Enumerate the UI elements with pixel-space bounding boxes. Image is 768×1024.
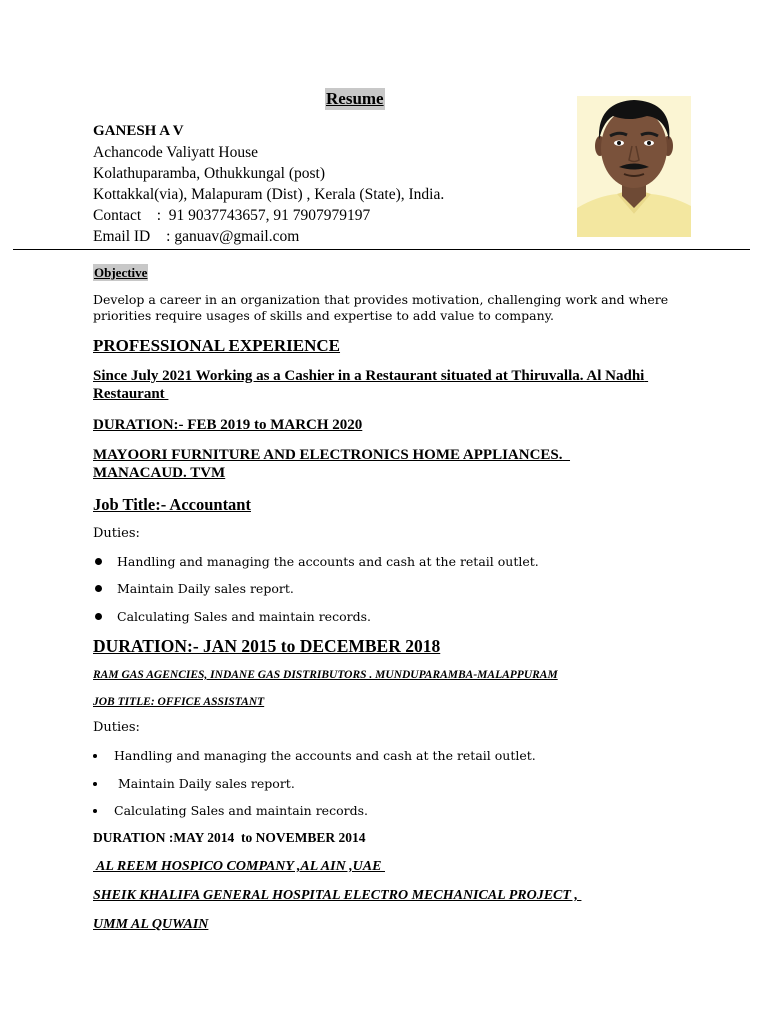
list-item: Calculating Sales and maintain records. xyxy=(93,803,368,819)
job2-duties-label: Duties: xyxy=(93,720,140,735)
bullet-icon xyxy=(95,585,102,592)
list-item: Calculating Sales and maintain records. xyxy=(95,609,371,625)
job3-project-line-1: SHEIK KHALIFA GENERAL HOSPITAL ELECTRO MECHANICAL PROJECT , xyxy=(93,888,582,903)
objective-heading: Objective xyxy=(94,265,148,280)
list-item: Handling and managing the accounts and cash at the retail outlet. xyxy=(95,554,539,570)
contact-email: Email ID : ganuav@gmail.com xyxy=(93,228,288,245)
address-line-3: Kottakkal(via), Malapuram (Dist) , Kerala (State), India. xyxy=(93,186,445,203)
candidate-name: GANESH A V xyxy=(93,123,184,139)
contact-phone: Contact : 91 9037743657, 91 7907979197 xyxy=(93,207,371,224)
list-item: Handling and managing the accounts and cash at the retail outlet. xyxy=(93,748,536,764)
resume-title: Resume xyxy=(326,89,384,108)
job1-duties-label: Duties: xyxy=(93,526,140,541)
job2-title: JOB TITLE: OFFICE ASSISTANT xyxy=(93,696,265,708)
bullet-icon xyxy=(93,782,97,786)
job1-title: Job Title:- Accountant xyxy=(93,495,251,514)
job3-company: AL REEM HOSPICO COMPANY ,AL AIN ,UAE xyxy=(93,859,385,874)
job2-company: RAM GAS AGENCIES, INDANE GAS DISTRIBUTORS . MUNDUPARAMBA-MALAPPURAM xyxy=(93,669,558,681)
address-line-2: Kolathuparamba, Othukkungal (post) xyxy=(93,165,326,182)
job1-duration: DURATION:- FEB 2019 to MARCH 2020 xyxy=(93,417,363,433)
job1-company: MAYOORI FURNITURE AND ELECTRONICS HOME APPLIANCES. MANACAUD. TVM xyxy=(93,447,571,481)
job3-duration: DURATION :MAY 2014 to NOVEMBER 2014 xyxy=(93,830,366,845)
address-line-1: Achancode Valiyatt House xyxy=(93,144,258,161)
bullet-icon xyxy=(95,613,102,620)
profile-photo xyxy=(577,96,691,237)
list-item: Maintain Daily sales report. xyxy=(95,581,294,597)
bullet-icon xyxy=(93,809,97,813)
current-position: Since July 2021 Working as a Cashier in a Restaurant situated at Thiruvalla. Al Nadhi Restaurant xyxy=(93,368,649,402)
experience-heading: PROFESSIONAL EXPERIENCE xyxy=(93,336,341,355)
contact-block xyxy=(93,121,444,247)
list-item: Maintain Daily sales report. xyxy=(93,776,295,792)
job3-project-line-2: UMM AL QUWAIN xyxy=(93,917,209,932)
header-divider xyxy=(13,249,750,250)
bullet-icon xyxy=(95,558,102,565)
bullet-icon xyxy=(93,754,97,758)
job2-duration: DURATION:- JAN 2015 to DECEMBER 2018 xyxy=(93,636,441,656)
objective-text: Develop a career in an organization that provides motivation, challenging work and where priorities require usages of skills and expertise to add value to company. xyxy=(93,292,669,323)
